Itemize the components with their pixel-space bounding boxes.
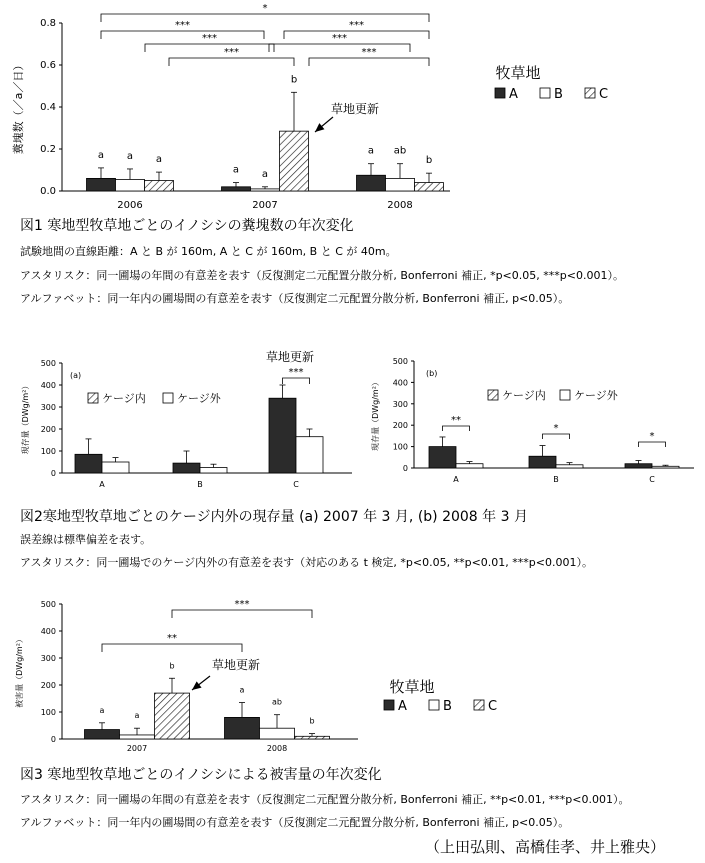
fig1-sig-letter: a bbox=[155, 154, 163, 166]
fig3-sig-letter: b bbox=[169, 661, 175, 671]
fig1-sig-letter: a bbox=[367, 145, 375, 157]
fig1-legend-title: 牧草地 bbox=[495, 64, 541, 82]
fig1-sig-bracket-4-label: *** bbox=[332, 33, 347, 44]
fig1-note-asterisk: アスタリスク：同一圃場の年間の有意差を表す（反復測定二元配置分散分析, Bonferroni 補正, *p<0.05, ***p<0.001）。 bbox=[20, 269, 624, 282]
fig3-legend-title: 牧草地 bbox=[389, 678, 435, 696]
fig3-sig-bracket-A-label: ** bbox=[167, 633, 177, 644]
fig2a-bar-B-ケージ内 bbox=[173, 463, 200, 473]
fig2b-bar-A-ケージ外 bbox=[456, 464, 483, 468]
fig1-annotation-label: 草地更新 bbox=[330, 102, 380, 116]
fig2b-sig-bracket-A bbox=[443, 426, 470, 431]
fig3-sig-letter: b bbox=[309, 716, 315, 726]
fig3-sig-bracket-C-label: *** bbox=[234, 599, 250, 610]
fig1-y-tick-label: 0.6 bbox=[40, 60, 56, 71]
fig2-note-error: 誤差線は標準偏差を表す。 bbox=[20, 533, 152, 546]
fig2b-y-tick-label: 300 bbox=[392, 399, 408, 409]
fig2b-legend-label-inside: ケージ内 bbox=[502, 389, 546, 402]
fig1-bar-2007-A bbox=[222, 187, 251, 191]
fig3-caption: 図3 寒地型牧草地ごとのイノシシによる被害量の年次変化 bbox=[20, 767, 382, 783]
fig2a-bar-A-ケージ内 bbox=[75, 454, 102, 473]
fig2a-sig-bracket-C bbox=[283, 378, 310, 384]
fig1-bar-2007-C bbox=[280, 131, 309, 191]
fig2a-y-tick-label: 300 bbox=[40, 403, 56, 412]
fig2b-panel-label: (b) bbox=[426, 369, 438, 378]
fig1-sig-bracket-6 bbox=[309, 58, 429, 66]
fig2-caption: 図2寒地型牧草地ごとのケージ内外の現存量 (a) 2007 年 3 月, (b) 2008 年 3 月 bbox=[20, 509, 528, 525]
fig1-sig-bracket-A06-C08 bbox=[101, 14, 429, 22]
fig1-bar-2006-A bbox=[87, 178, 116, 191]
author-credit: （上田弘則、高橋佳孝、井上雅央） bbox=[425, 838, 666, 856]
fig2b-bar-A-ケージ内 bbox=[429, 447, 456, 468]
fig2a-bar-C-ケージ外 bbox=[296, 437, 323, 473]
fig2a-y-tick-label: 200 bbox=[40, 425, 56, 434]
fig1-bar-2006-B bbox=[116, 179, 145, 191]
fig3-legend-label-A: A bbox=[398, 699, 407, 714]
fig1-sig-letter: a bbox=[232, 164, 240, 176]
fig3-sig-letter: ab bbox=[272, 697, 282, 707]
fig3-legend-label-C: C bbox=[488, 699, 498, 714]
fig2a-bar-A-ケージ外 bbox=[102, 462, 129, 473]
fig2b-legend-swatch-inside bbox=[488, 390, 498, 400]
fig3-legend-swatch-B bbox=[429, 700, 439, 710]
fig2-note-asterisk: アスタリスク：同一圃場でのケージ内外の有意差を表す（対応のある t 検定, *p<0.05, **p<0.01, ***p<0.001）。 bbox=[20, 556, 593, 569]
fig2a-y-tick-label: 400 bbox=[40, 381, 56, 390]
fig3-note-letters: アルファベット：同一年内の圃場間の有意差を表す（反復測定二元配置分散分析, Bonferroni 補正, p<0.05）。 bbox=[20, 816, 570, 829]
fig2a-y-tick-label: 100 bbox=[40, 447, 56, 456]
fig2b-sig-bracket-B-label: * bbox=[553, 423, 559, 434]
fig3-x-tick-label: 2008 bbox=[266, 744, 288, 753]
fig3-y-tick-label: 300 bbox=[40, 654, 56, 663]
fig2a-annotation-label: 草地更新 bbox=[265, 350, 315, 364]
fig1-sig-bracket-1-label: *** bbox=[175, 20, 190, 31]
fig1-sig-bracket-3 bbox=[145, 44, 274, 52]
fig1-y-tick-label: 0.2 bbox=[40, 144, 56, 155]
fig2a-y-tick-label: 0 bbox=[50, 469, 56, 478]
fig3-sig-letter: a bbox=[99, 705, 105, 715]
fig2a-bar-C-ケージ内 bbox=[269, 398, 296, 473]
fig1-x-tick-label: 2007 bbox=[252, 200, 278, 211]
fig3-sig-bracket-A bbox=[102, 644, 242, 652]
fig2b-x-tick-label: C bbox=[649, 475, 655, 484]
fig3-y-tick-label: 200 bbox=[40, 681, 56, 690]
fig2a-legend-swatch-inside bbox=[88, 393, 98, 403]
fig3-x-tick-label: 2007 bbox=[126, 744, 148, 753]
fig2b-y-tick-label: 0 bbox=[402, 464, 408, 473]
fig3-annotation-label: 草地更新 bbox=[211, 658, 261, 672]
fig1-y-tick-label: 0.4 bbox=[40, 102, 56, 113]
fig2a-legend-swatch-outside bbox=[163, 393, 173, 403]
fig3-legend-label-B: B bbox=[443, 699, 452, 714]
fig1-sig-bracket-2 bbox=[284, 31, 429, 39]
fig2b-y-label: 現存量（DWg/m²） bbox=[371, 378, 380, 451]
fig1-bar-2006-C bbox=[145, 181, 174, 192]
fig1-legend-swatch-C bbox=[585, 88, 595, 98]
fig2b-legend-label-outside: ケージ外 bbox=[574, 389, 618, 402]
fig1-y-label: 糞塊数（／a／日） bbox=[12, 59, 25, 155]
fig1-sig-bracket-4 bbox=[269, 44, 410, 52]
fig1-y-tick-label: 0.8 bbox=[40, 18, 56, 29]
fig1-sig-bracket-5 bbox=[169, 58, 294, 66]
fig3-sig-bracket-C bbox=[172, 610, 312, 618]
fig1-legend-swatch-B bbox=[540, 88, 550, 98]
fig3-note-asterisk: アスタリスク：同一圃場の年間の有意差を表す（反復測定二元配置分散分析, Bonferroni 補正, **p<0.01, ***p<0.001）。 bbox=[20, 793, 630, 806]
fig3-annotation-arrow-head bbox=[192, 681, 202, 690]
fig1-sig-bracket-A06-C08-label: * bbox=[262, 3, 268, 14]
fig3-y-label: 被害量（DWg/m²） bbox=[15, 635, 24, 708]
fig2b-sig-bracket-A-label: ** bbox=[451, 415, 461, 426]
fig2a-y-label: 現存量（DWg/m²） bbox=[21, 381, 30, 455]
fig3-y-tick-label: 500 bbox=[40, 600, 56, 609]
fig1-x-tick-label: 2008 bbox=[387, 200, 413, 211]
fig1-sig-letter: b bbox=[290, 74, 298, 86]
fig1-sig-bracket-1 bbox=[101, 31, 264, 39]
fig2a-bar-B-ケージ外 bbox=[200, 468, 227, 474]
fig1-bar-2008-A bbox=[357, 175, 386, 191]
fig3-bar-2007-B bbox=[120, 735, 155, 739]
fig2a-sig-bracket-C-label: *** bbox=[288, 367, 304, 378]
fig3-bar-2008-B bbox=[260, 728, 295, 739]
fig3-bar-2007-A bbox=[85, 730, 120, 739]
fig1-sig-bracket-6-label: *** bbox=[361, 47, 377, 58]
fig1-legend-label-C: C bbox=[599, 87, 609, 102]
fig1-y-tick-label: 0.0 bbox=[40, 186, 56, 197]
fig1-sig-bracket-5-label: *** bbox=[224, 47, 239, 58]
fig1-note-letters: アルファベット：同一年内の圃場間の有意差を表す（反復測定二元配置分散分析, Bonferroni 補正, p<0.05）。 bbox=[20, 292, 570, 305]
fig2b-bar-C-ケージ外 bbox=[652, 466, 679, 468]
fig2b-sig-bracket-C-label: * bbox=[649, 431, 655, 442]
fig3-bar-2008-C bbox=[295, 736, 330, 739]
fig2b-sig-bracket-C bbox=[639, 442, 666, 447]
fig3-bar-2007-C bbox=[155, 693, 190, 739]
fig1-sig-letter: a bbox=[261, 168, 269, 180]
fig1-note-distance: 試験地間の直線距離：A と B が 160m, A と C が 160m, B と C が 40m。 bbox=[20, 245, 397, 258]
fig1-x-tick-label: 2006 bbox=[117, 200, 143, 211]
fig1-legend-label-A: A bbox=[509, 87, 518, 102]
fig3-legend-swatch-C bbox=[474, 700, 484, 710]
fig2a-y-tick-label: 500 bbox=[40, 359, 56, 368]
fig2a-x-tick-label: A bbox=[99, 480, 105, 489]
fig2a-x-tick-label: B bbox=[197, 480, 203, 489]
fig2b-sig-bracket-B bbox=[543, 434, 570, 439]
fig1-annotation-arrow-head bbox=[315, 123, 324, 132]
fig1-legend-swatch-A bbox=[495, 88, 505, 98]
fig1-sig-letter: a bbox=[126, 150, 134, 162]
fig2b-y-tick-label: 500 bbox=[392, 357, 408, 366]
fig2b-x-tick-label: A bbox=[453, 475, 459, 484]
fig3-bar-2008-A bbox=[225, 717, 260, 739]
fig2a-legend-label-inside: ケージ内 bbox=[102, 392, 146, 405]
fig3-y-tick-label: 100 bbox=[40, 708, 56, 717]
fig2b-bar-B-ケージ内 bbox=[529, 456, 556, 468]
fig3-y-tick-label: 400 bbox=[40, 627, 56, 636]
fig1-caption: 図1 寒地型牧草地ごとのイノシシの糞塊数の年次変化 bbox=[20, 218, 354, 234]
fig2b-bar-C-ケージ内 bbox=[625, 464, 652, 468]
fig1-sig-letter: b bbox=[425, 155, 433, 167]
fig1-bar-2008-B bbox=[386, 178, 415, 191]
fig1-legend-label-B: B bbox=[554, 87, 563, 102]
fig2b-y-tick-label: 100 bbox=[392, 442, 408, 452]
fig2a-x-tick-label: C bbox=[293, 480, 299, 489]
fig1-sig-bracket-2-label: *** bbox=[349, 20, 364, 31]
fig2a-panel-label: (a) bbox=[70, 371, 82, 380]
fig1-bar-2008-C bbox=[415, 183, 444, 191]
fig2a-legend-label-outside: ケージ外 bbox=[177, 392, 221, 405]
fig2b-y-tick-label: 400 bbox=[392, 378, 408, 388]
fig3-sig-letter: a bbox=[134, 711, 140, 721]
fig2b-x-tick-label: B bbox=[553, 475, 559, 484]
fig1-sig-letter: ab bbox=[393, 145, 407, 157]
fig1-sig-letter: a bbox=[97, 149, 105, 161]
fig3-sig-letter: a bbox=[239, 685, 245, 695]
fig3-y-tick-label: 0 bbox=[50, 735, 56, 744]
fig2b-legend-swatch-outside bbox=[560, 390, 570, 400]
fig2b-y-tick-label: 200 bbox=[392, 421, 408, 431]
fig1-sig-bracket-3-label: *** bbox=[202, 33, 217, 44]
fig2b-bar-B-ケージ外 bbox=[556, 465, 583, 468]
fig3-legend-swatch-A bbox=[384, 700, 394, 710]
fig1-bar-2007-B bbox=[251, 189, 280, 191]
